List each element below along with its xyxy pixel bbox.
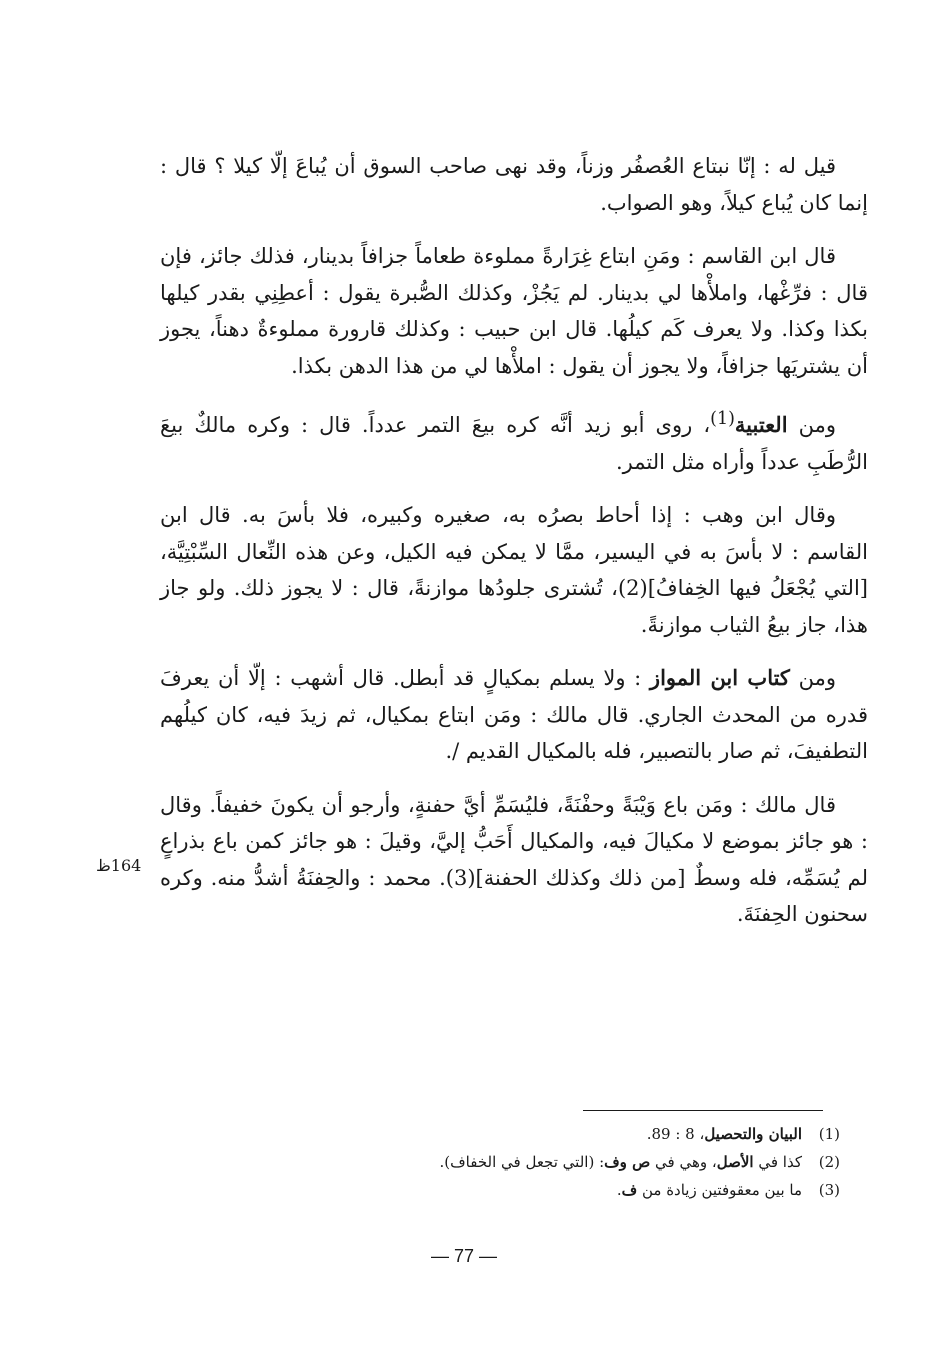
footnote-source-bold: البيان والتحصيل — [704, 1125, 802, 1143]
footnote-source-bold: ف — [621, 1181, 638, 1199]
paragraph-3 — [160, 401, 868, 480]
footnote-source-bold: ص وف — [604, 1153, 651, 1171]
footnote-2 — [300, 1148, 840, 1176]
paragraph-5-lead: ومن — [789, 666, 836, 690]
page-number: — 77 — — [430, 1246, 498, 1266]
footnote-text: ما بين معقوفتين زيادة من — [637, 1181, 802, 1199]
paragraph-2: قال ابن القاسم : ومَنِ ابتاع غِرَارةً مملوءة طعاماً جزافاً بدينار، فذلك جائز، فإن قال : فرِّغْها، واملأْها لي بدينار. لم يَجُزْ، وكذلك الصُّبرة يقول : أعطِنِي بقدر كيلها بكذا وكذا. ولا يعرف كَم كيلُها. قال ابن حبيب : وكذلك قارورة مملوءةٌ دهناً، يجوز أن يشتريَها جزافاً، ولا يجوز أن يقول : املأْها لي من هذا الدهن بكذا. — [160, 244, 868, 378]
footnote-3 — [300, 1176, 840, 1204]
paragraph-3-rest: ، روى أبو زيد أنَّه كره بيعَ التمر عدداً. قال : وكره مالكٌ بيعَ الرُّطَبِ عدداً وأراه مثل التمر. — [160, 413, 868, 474]
footnote-text: ، 8 : 89. — [646, 1125, 705, 1143]
source-title-utbiyya: العتبية — [734, 412, 788, 437]
page-body — [160, 148, 868, 950]
paragraph-6: قال مالك : ومَن باع وَيْبَةً وحفْنَةً، فليُسَمِّ أيَّ حفنةٍ، وأرجو أن يكونَ خفيفاً. وقال : هو جائز بموضع لا مكيالَ فيه، والمكيال أَحَبُّ إليَّ، وقيلَ : هو جائز كمن باع بذراعٍ لم يُسَمِّه، فله وسطٌ [من ذلك وكذلك الحفنة](3). محمد : والحِفنَةُ أشدُّ منه. وكره سحنون الحِفنَةَ. — [160, 792, 868, 926]
footnote-number: (2) — [818, 1153, 840, 1171]
footnotes — [300, 1120, 840, 1204]
footnote-ref-1[interactable]: (1) — [710, 409, 735, 429]
footnote-text: كذا في — [753, 1153, 802, 1171]
footnote-source-bold: الأصل — [716, 1153, 754, 1171]
paragraph-3-lead: ومن — [787, 413, 836, 437]
paragraph-1: قيل له : إنّا نبتاع العُصفُر وزناً، وقد نهى صاحب السوق أن يُباعَ إلّا كيلا ؟ قال : إنما كان يُباع كيلاً، وهو الصواب. — [160, 154, 868, 215]
footnote-1 — [300, 1120, 840, 1148]
footnote-number: (3) — [818, 1181, 840, 1199]
paragraph-5 — [160, 660, 868, 770]
footnote-text: ، وهي في — [650, 1153, 717, 1171]
paragraph-5-rest: : ولا يسلم بمكيالٍ قد أبطل. قال أشهب : إلّا أن يعرفَ قدره من المحدث الجاري. قال مالك : ومَن ابتاع بمكيال، ثم زيدَ فيه، كان كيلُهم التطفيفَ، ثم صار بالتصبير، فله بالمكيال القديم /. — [160, 666, 868, 763]
paragraph-4: وقال ابن وهب : إذا أحاط بصرُه به، صغيره وكبيره، فلا بأسَ به. قال ابن القاسم : لا بأسَ به في اليسير، ممَّا لا يمكن فيه الكيل، وعن هذه النِّعال السِّبْتِيَّة، [التي يُجْعَلُ فيها الخِفافُ](2)، تُشترى جلودُها موازنةً، قال : لا يجوز ذلك. ولو جاز هذا، جاز بيعُ الثياب موازنةً. — [160, 503, 868, 637]
source-title-ibn-mawwaz: كتاب ابن المواز — [649, 665, 790, 690]
footnote-number: (1) — [818, 1125, 840, 1143]
footnote-text: : (التي تجعل في الخفاف). — [439, 1153, 605, 1171]
manuscript-folio-note: 164ظ — [96, 856, 142, 875]
footnote-divider — [583, 1110, 823, 1111]
footnote-text: . — [616, 1181, 622, 1199]
